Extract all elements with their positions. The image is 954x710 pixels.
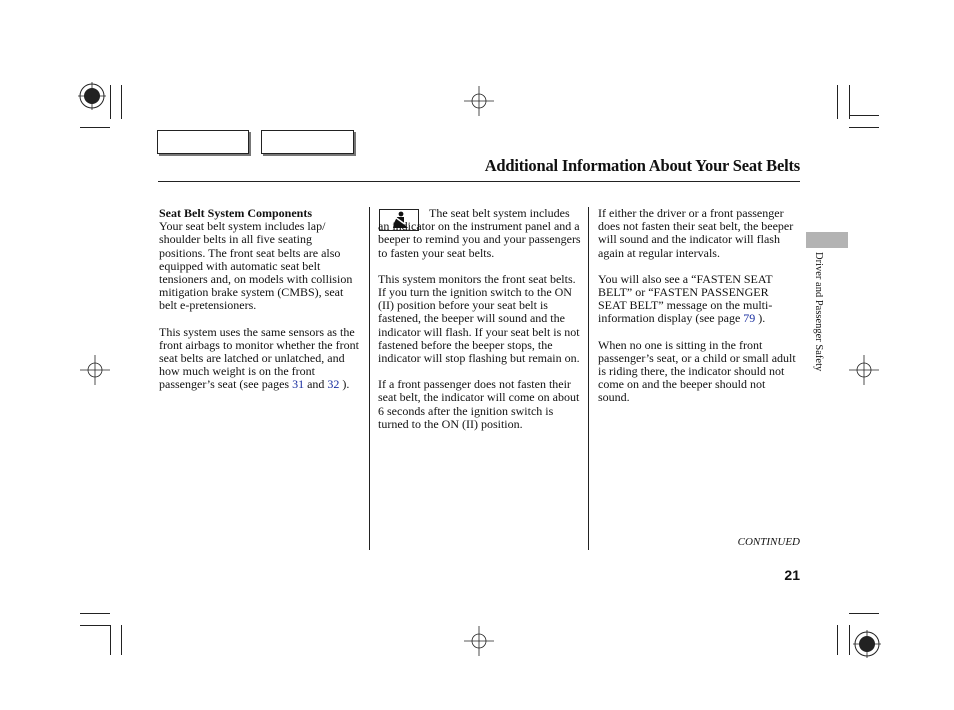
crosshair-icon — [464, 86, 494, 116]
page-title: Additional Information About Your Seat Belts — [484, 156, 800, 175]
page-link-31[interactable]: 31 — [292, 377, 305, 392]
crosshair-icon — [464, 626, 494, 656]
registration-target-icon — [78, 82, 106, 110]
paragraph-end: ). — [758, 311, 766, 326]
paragraph-and: and — [307, 377, 325, 392]
paragraph-end: ). — [342, 377, 350, 392]
column-divider — [588, 207, 589, 550]
page-number: 21 — [784, 567, 800, 583]
nav-button-1[interactable] — [157, 130, 249, 154]
section-tab[interactable] — [806, 232, 848, 248]
title-rule — [158, 181, 800, 182]
column-left — [159, 207, 359, 405]
registration-target-icon — [853, 630, 881, 658]
crosshair-icon — [849, 355, 879, 385]
paragraph: This system monitors the front seat belts. If you turn the ignition switch to the ON (II) position before your seat belt is fastened, the beeper will sound and the indicator will flash. If your seat belt is not fastened before the beeper stops, the indicator will stop flashing but remain on. — [378, 271, 580, 366]
column-divider — [369, 207, 370, 550]
column-middle — [378, 207, 582, 444]
page-link-32[interactable]: 32 — [327, 377, 340, 392]
paragraph: If a front passenger does not fasten their seat belt, the indicator will come on about 6 seconds after the ignition switch is turned to the ON (II) position. — [378, 377, 580, 431]
paragraph: Your seat belt system includes lap/ shoulder belts in all five seating positions. The front seat belts are also equipped with automatic seat belt tensioners and, on models with collision mitigation brake system (CMBS), seat belt e-pretensioners. — [159, 219, 353, 313]
paragraph: You will also see a “FASTEN SEAT BELT” or “FASTEN PASSENGER SEAT BELT” message on the multi-information display (see page — [598, 271, 773, 326]
paragraph: This system uses the same sensors as the front airbags to monitor whether the front seat belts are latched or unlatched, and how much weight is on the front passenger’s seat (see pages — [159, 324, 359, 392]
paragraph: When no one is sitting in the front passenger’s seat, or a child or small adult is riding there, the indicator should not come on and the beeper should not sound. — [598, 337, 796, 405]
continued-label: CONTINUED — [737, 536, 800, 548]
side-section-label: Driver and Passenger Safety — [813, 252, 824, 372]
paragraph: If either the driver or a front passenger does not fasten their seat belt, the beeper will sound and the indicator will flash again at regular intervals. — [598, 206, 794, 260]
column-right — [598, 207, 798, 418]
section-heading: Seat Belt System Components — [159, 206, 312, 220]
nav-button-2[interactable] — [261, 130, 354, 154]
page-link-79[interactable]: 79 — [743, 311, 756, 326]
paragraph: The seat belt system includes an indicator on the instrument panel and a beeper to remind you and your passengers to fasten your seat belts. — [378, 206, 581, 260]
crosshair-icon — [80, 355, 110, 385]
